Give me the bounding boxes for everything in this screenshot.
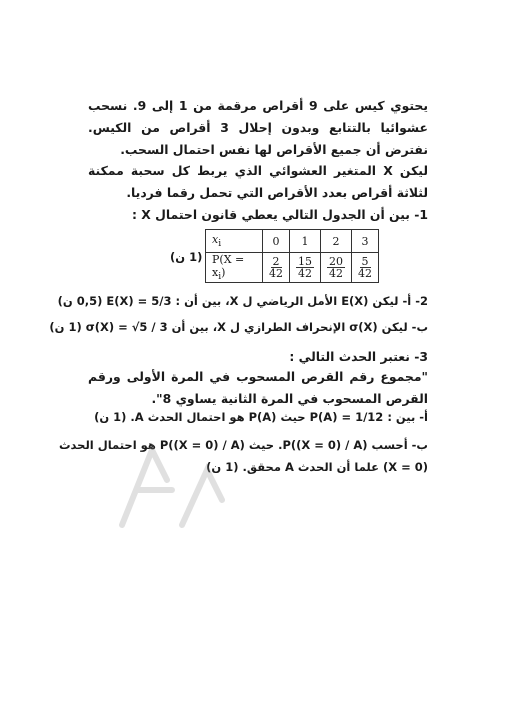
question-2a-points: (0,5 ن) — [57, 294, 103, 308]
probability-header: $P(X = x_i)$ — [206, 253, 263, 283]
intro-paragraph: يحتوي كيس على 9 أقراص مرقمة من 1 إلى 9. نسحب عشوائيا بالتتابع وبدون إحلال 3 أقراص من الكيس. نفترض أن جميع الأقراص لها نفس احتمال السحب. — [88, 98, 428, 157]
expectation-formula: E(X) = 5/3 — [106, 294, 172, 308]
xi-header: $x_i$ — [206, 230, 263, 253]
question-2a — [58, 294, 428, 308]
question-2b-points: (1 ن) — [49, 320, 82, 334]
table-cell: $\frac{20}{42}$ — [321, 253, 352, 283]
question-3b-line-2: (X = 0) علما أن الحدث A محقق. (1 ن) — [206, 460, 428, 474]
table-cell: $\frac{5}{42}$ — [352, 253, 379, 283]
table-row-probability — [206, 253, 379, 283]
probability-law-table — [205, 229, 379, 283]
question-2a-text: 2- أ- ليكن E(X) الأمل الرياضي ل X، بين أن : — [175, 294, 428, 308]
faint-watermark-logo — [112, 440, 232, 530]
table-cell: 0 — [263, 230, 290, 253]
table-cell: 1 — [290, 230, 321, 253]
random-variable-definition: ليكن X المتغير العشوائي الذي يربط كل سحبة ممكنة لثلاثة أقراص بعدد الأقراص التي تحمل رقما فرديا. — [88, 163, 428, 200]
table-cell: 2 — [321, 230, 352, 253]
table-cell: $\frac{2}{42}$ — [263, 253, 290, 283]
table-row-xi — [206, 230, 379, 253]
question-3a: أ- بين : P(A) = 1/12 حيث P(A) هو احتمال الحدث A. (1 ن) — [94, 410, 428, 424]
question-2b — [49, 320, 428, 334]
table-cell: 3 — [352, 230, 379, 253]
question-1-points: (1 ن) — [170, 250, 203, 264]
deviation-formula: σ(X) = √5 / 3 — [85, 320, 168, 334]
table-cell: $\frac{15}{42}$ — [290, 253, 321, 283]
question-3: 3- نعتبر الحدث التالي : — [289, 349, 428, 364]
question-3b-line-1: ب- أحسب P((X = 0) / A). حيث P((X = 0) / A) هو احتمال الحدث — [58, 438, 428, 452]
question-2b-text: ب- ليكن σ(X) الإنحراف الطرازي ل X، بين أن — [171, 320, 428, 334]
event-definition: "مجموع رقم القرص المسحوب في المرة الأولى ورقم القرص المسحوب في المرة الثانية يساوي 8". — [88, 369, 428, 406]
question-1: 1- بين أن الجدول التالي يعطي قانون احتمال X : — [131, 207, 428, 222]
